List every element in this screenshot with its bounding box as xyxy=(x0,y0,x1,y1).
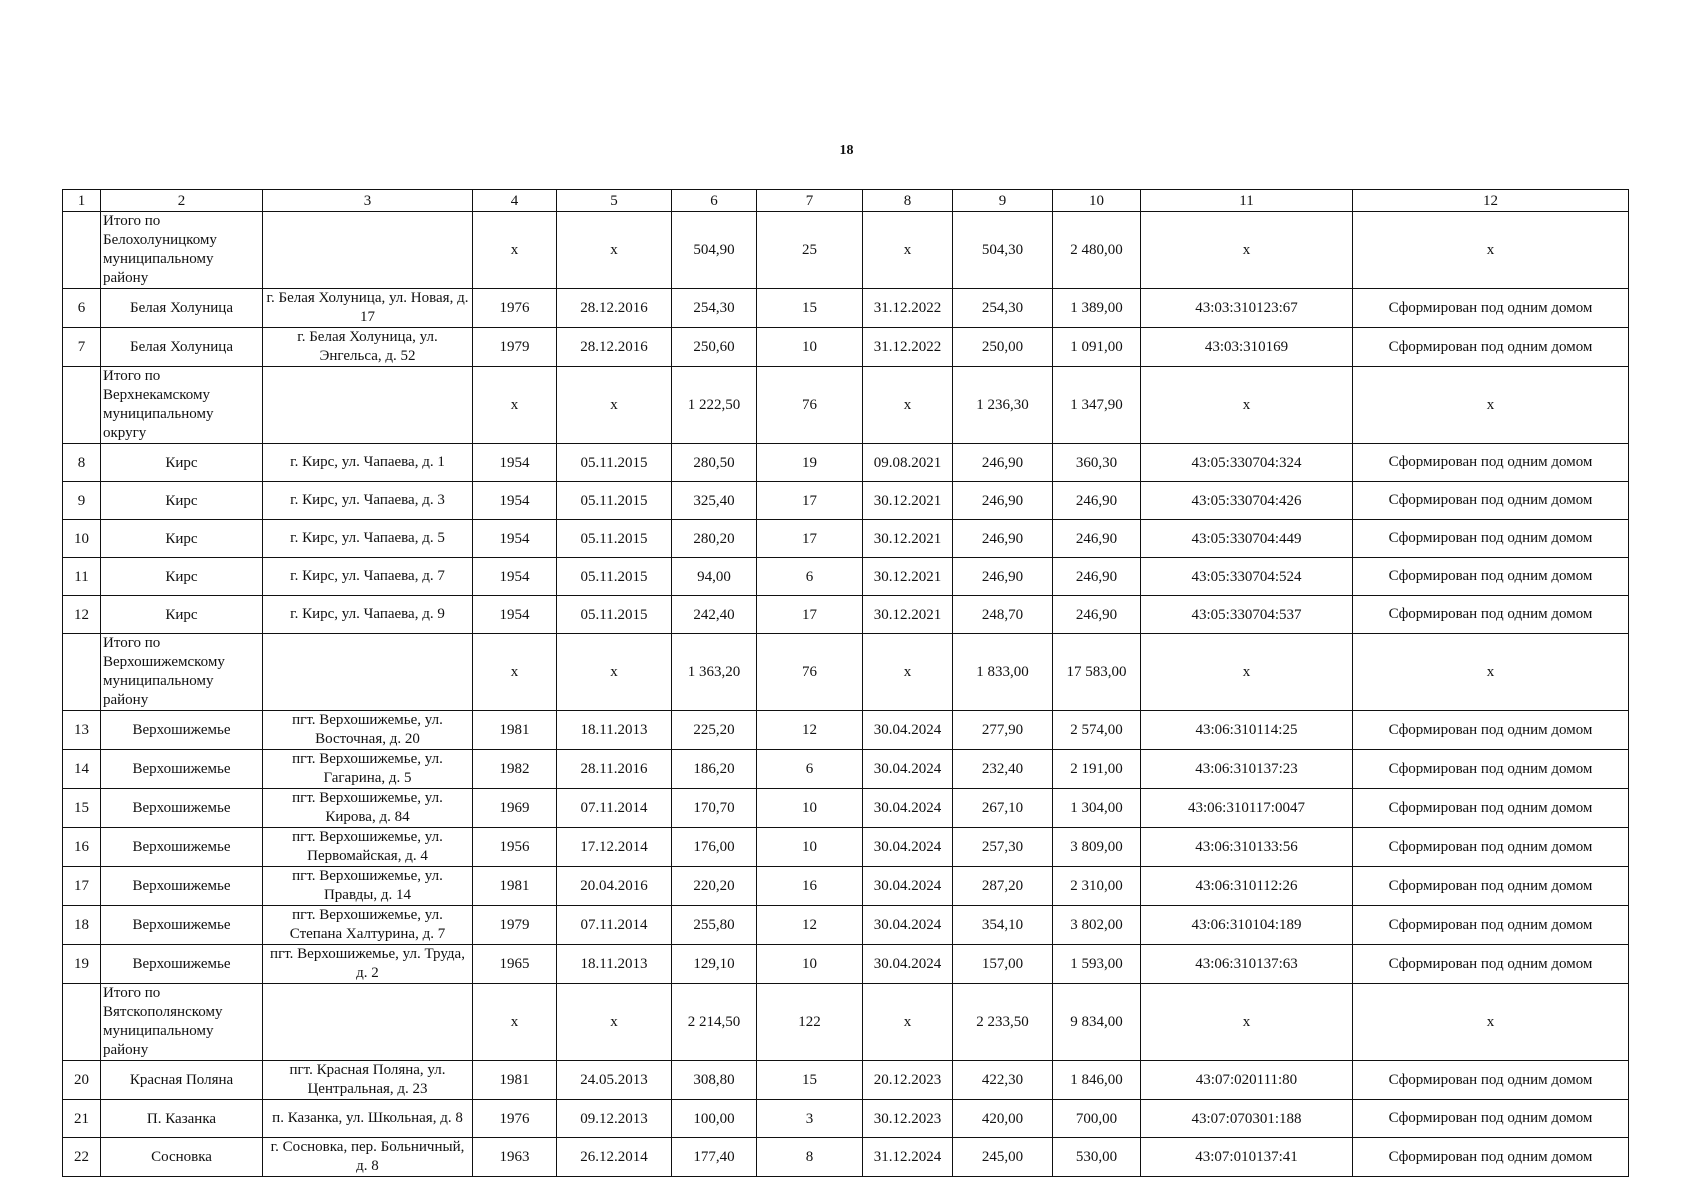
land-status-cell: х xyxy=(1353,212,1629,289)
area-cell: 245,00 xyxy=(953,1138,1053,1177)
residents-count-cell: 76 xyxy=(757,367,863,444)
area-cell: 504,90 xyxy=(672,212,757,289)
area-cell: 100,00 xyxy=(672,1100,757,1138)
date-cell: 07.11.2014 xyxy=(557,789,672,828)
area-cell: 1 236,30 xyxy=(953,367,1053,444)
column-number: 3 xyxy=(263,190,473,212)
year-built-cell: 1954 xyxy=(473,444,557,482)
column-number: 6 xyxy=(672,190,757,212)
subtotal-label: Итого по Верхнекамскому муниципальному округу xyxy=(101,367,263,444)
table-row xyxy=(63,596,1629,634)
land-status-cell: Сформирован под одним домом xyxy=(1353,711,1629,750)
year-built-cell: х xyxy=(473,212,557,289)
subtotal-row xyxy=(63,634,1629,711)
column-number: 11 xyxy=(1141,190,1353,212)
land-status-cell: Сформирован под одним домом xyxy=(1353,1138,1629,1177)
deadline-cell: 31.12.2022 xyxy=(863,289,953,328)
column-number: 8 xyxy=(863,190,953,212)
subtotal-label: Итого по Белохолуницкому муниципальному району xyxy=(101,212,263,289)
subtotal-row xyxy=(63,984,1629,1061)
area-cell: 2 214,50 xyxy=(672,984,757,1061)
cost-cell: 9 834,00 xyxy=(1053,984,1141,1061)
cadastral-number-cell: х xyxy=(1141,984,1353,1061)
deadline-cell: 31.12.2024 xyxy=(863,1138,953,1177)
land-status-cell: Сформирован под одним домом xyxy=(1353,596,1629,634)
cost-cell: 2 310,00 xyxy=(1053,867,1141,906)
cost-cell: 1 091,00 xyxy=(1053,328,1141,367)
address-cell xyxy=(263,984,473,1061)
cadastral-number-cell: 43:05:330704:449 xyxy=(1141,520,1353,558)
settlement-cell: Верхошижемье xyxy=(101,867,263,906)
column-number: 5 xyxy=(557,190,672,212)
year-built-cell: 1979 xyxy=(473,906,557,945)
address-cell xyxy=(263,634,473,711)
column-number: 10 xyxy=(1053,190,1141,212)
residents-count-cell: 10 xyxy=(757,328,863,367)
table-row xyxy=(63,444,1629,482)
area-cell: 287,20 xyxy=(953,867,1053,906)
area-cell: 257,30 xyxy=(953,828,1053,867)
area-cell: 176,00 xyxy=(672,828,757,867)
year-built-cell: х xyxy=(473,634,557,711)
table-row xyxy=(63,1138,1629,1177)
cost-cell: 360,30 xyxy=(1053,444,1141,482)
deadline-cell: 30.12.2021 xyxy=(863,482,953,520)
cost-cell: 1 347,90 xyxy=(1053,367,1141,444)
area-cell: 422,30 xyxy=(953,1061,1053,1100)
residents-count-cell: 17 xyxy=(757,520,863,558)
area-cell: 129,10 xyxy=(672,945,757,984)
cadastral-number-cell: х xyxy=(1141,212,1353,289)
residents-count-cell: 10 xyxy=(757,945,863,984)
address-cell: пгт. Верхошижемье, ул. Правды, д. 14 xyxy=(263,867,473,906)
year-built-cell: 1969 xyxy=(473,789,557,828)
area-cell: 248,70 xyxy=(953,596,1053,634)
year-built-cell: 1965 xyxy=(473,945,557,984)
area-cell: 254,30 xyxy=(953,289,1053,328)
table-row xyxy=(63,867,1629,906)
area-cell: 94,00 xyxy=(672,558,757,596)
row-number-cell: 6 xyxy=(63,289,101,328)
area-cell: 242,40 xyxy=(672,596,757,634)
deadline-cell: х xyxy=(863,984,953,1061)
row-number-cell xyxy=(63,984,101,1061)
row-number-cell: 14 xyxy=(63,750,101,789)
subtotal-label: Итого по Верхошижемскому муниципальному району xyxy=(101,634,263,711)
date-cell: 05.11.2015 xyxy=(557,482,672,520)
cost-cell: 17 583,00 xyxy=(1053,634,1141,711)
column-number: 7 xyxy=(757,190,863,212)
row-number-cell: 12 xyxy=(63,596,101,634)
residents-count-cell: 17 xyxy=(757,596,863,634)
cost-cell: 246,90 xyxy=(1053,520,1141,558)
area-cell: 157,00 xyxy=(953,945,1053,984)
area-cell: 250,00 xyxy=(953,328,1053,367)
land-status-cell: х xyxy=(1353,984,1629,1061)
residents-count-cell: 122 xyxy=(757,984,863,1061)
date-cell: 18.11.2013 xyxy=(557,945,672,984)
land-status-cell: х xyxy=(1353,367,1629,444)
deadline-cell: 30.04.2024 xyxy=(863,867,953,906)
settlement-cell: Сосновка xyxy=(101,1138,263,1177)
cadastral-number-cell: 43:06:310104:189 xyxy=(1141,906,1353,945)
date-cell: 07.11.2014 xyxy=(557,906,672,945)
deadline-cell: 09.08.2021 xyxy=(863,444,953,482)
settlement-cell: Верхошижемье xyxy=(101,789,263,828)
area-cell: 246,90 xyxy=(953,558,1053,596)
deadline-cell: 30.12.2023 xyxy=(863,1100,953,1138)
page-number: 18 xyxy=(839,143,854,158)
deadline-cell: 30.12.2021 xyxy=(863,558,953,596)
table-row xyxy=(63,828,1629,867)
deadline-cell: 30.04.2024 xyxy=(863,906,953,945)
land-status-cell: Сформирован под одним домом xyxy=(1353,828,1629,867)
column-number: 1 xyxy=(63,190,101,212)
deadline-cell: 30.04.2024 xyxy=(863,828,953,867)
row-number-cell: 19 xyxy=(63,945,101,984)
address-cell: г. Кирс, ул. Чапаева, д. 5 xyxy=(263,520,473,558)
row-number-cell xyxy=(63,367,101,444)
area-cell: 220,20 xyxy=(672,867,757,906)
address-cell: г. Белая Холуница, ул. Новая, д. 17 xyxy=(263,289,473,328)
address-cell: пгт. Верхошижемье, ул. Кирова, д. 84 xyxy=(263,789,473,828)
deadline-cell: х xyxy=(863,367,953,444)
address-cell: пгт. Красная Поляна, ул. Центральная, д. 23 xyxy=(263,1061,473,1100)
land-status-cell: Сформирован под одним домом xyxy=(1353,1100,1629,1138)
deadline-cell: 20.12.2023 xyxy=(863,1061,953,1100)
year-built-cell: 1981 xyxy=(473,867,557,906)
area-cell: 186,20 xyxy=(672,750,757,789)
area-cell: 246,90 xyxy=(953,520,1053,558)
settlement-cell: Верхошижемье xyxy=(101,906,263,945)
land-status-cell: Сформирован под одним домом xyxy=(1353,328,1629,367)
subtotal-row xyxy=(63,212,1629,289)
cost-cell: 246,90 xyxy=(1053,558,1141,596)
settlement-cell: Кирс xyxy=(101,596,263,634)
address-cell: пгт. Верхошижемье, ул. Восточная, д. 20 xyxy=(263,711,473,750)
cadastral-number-cell: 43:05:330704:426 xyxy=(1141,482,1353,520)
area-cell: 504,30 xyxy=(953,212,1053,289)
date-cell: х xyxy=(557,984,672,1061)
settlement-cell: П. Казанка xyxy=(101,1100,263,1138)
table-row xyxy=(63,328,1629,367)
area-cell: 308,80 xyxy=(672,1061,757,1100)
date-cell: 05.11.2015 xyxy=(557,444,672,482)
year-built-cell: х xyxy=(473,984,557,1061)
deadline-cell: 30.04.2024 xyxy=(863,789,953,828)
cost-cell: 2 480,00 xyxy=(1053,212,1141,289)
table-row xyxy=(63,750,1629,789)
cadastral-number-cell: 43:06:310137:63 xyxy=(1141,945,1353,984)
date-cell: 26.12.2014 xyxy=(557,1138,672,1177)
settlement-cell: Верхошижемье xyxy=(101,945,263,984)
settlement-cell: Верхошижемье xyxy=(101,750,263,789)
cadastral-number-cell: 43:06:310117:0047 xyxy=(1141,789,1353,828)
table-row xyxy=(63,945,1629,984)
address-cell: г. Кирс, ул. Чапаева, д. 3 xyxy=(263,482,473,520)
settlement-cell: Красная Поляна xyxy=(101,1061,263,1100)
year-built-cell: 1954 xyxy=(473,558,557,596)
cadastral-number-cell: 43:06:310114:25 xyxy=(1141,711,1353,750)
deadline-cell: 31.12.2022 xyxy=(863,328,953,367)
residents-count-cell: 12 xyxy=(757,906,863,945)
address-cell: г. Сосновка, пер. Больничный, д. 8 xyxy=(263,1138,473,1177)
settlement-cell: Кирс xyxy=(101,482,263,520)
date-cell: 20.04.2016 xyxy=(557,867,672,906)
land-status-cell: Сформирован под одним домом xyxy=(1353,558,1629,596)
land-status-cell: Сформирован под одним домом xyxy=(1353,444,1629,482)
cost-cell: 1 389,00 xyxy=(1053,289,1141,328)
address-cell: пгт. Верхошижемье, ул. Первомайская, д. 4 xyxy=(263,828,473,867)
land-status-cell: Сформирован под одним домом xyxy=(1353,750,1629,789)
area-cell: 1 222,50 xyxy=(672,367,757,444)
address-cell: п. Казанка, ул. Школьная, д. 8 xyxy=(263,1100,473,1138)
cadastral-number-cell: х xyxy=(1141,367,1353,444)
deadline-cell: 30.04.2024 xyxy=(863,750,953,789)
year-built-cell: 1954 xyxy=(473,482,557,520)
address-cell: г. Кирс, ул. Чапаева, д. 9 xyxy=(263,596,473,634)
residents-count-cell: 15 xyxy=(757,1061,863,1100)
area-cell: 254,30 xyxy=(672,289,757,328)
residents-count-cell: 3 xyxy=(757,1100,863,1138)
residents-count-cell: 8 xyxy=(757,1138,863,1177)
cost-cell: 3 809,00 xyxy=(1053,828,1141,867)
date-cell: 28.11.2016 xyxy=(557,750,672,789)
residents-count-cell: 76 xyxy=(757,634,863,711)
area-cell: 280,50 xyxy=(672,444,757,482)
cost-cell: 1 304,00 xyxy=(1053,789,1141,828)
table-row xyxy=(63,1061,1629,1100)
row-number-cell: 16 xyxy=(63,828,101,867)
table-row xyxy=(63,711,1629,750)
address-cell: г. Белая Холуница, ул. Энгельса, д. 52 xyxy=(263,328,473,367)
residents-count-cell: 12 xyxy=(757,711,863,750)
land-status-cell: Сформирован под одним домом xyxy=(1353,867,1629,906)
date-cell: 05.11.2015 xyxy=(557,596,672,634)
cost-cell: 530,00 xyxy=(1053,1138,1141,1177)
row-number-cell xyxy=(63,634,101,711)
table-row xyxy=(63,1100,1629,1138)
date-cell: 05.11.2015 xyxy=(557,558,672,596)
subtotal-label: Итого по Вятскополянскому муниципальному району xyxy=(101,984,263,1061)
date-cell: 17.12.2014 xyxy=(557,828,672,867)
deadline-cell: 30.04.2024 xyxy=(863,711,953,750)
table-row xyxy=(63,520,1629,558)
year-built-cell: 1981 xyxy=(473,711,557,750)
cadastral-number-cell: 43:05:330704:324 xyxy=(1141,444,1353,482)
housing-table-container xyxy=(62,189,1628,1177)
date-cell: х xyxy=(557,212,672,289)
settlement-cell: Кирс xyxy=(101,558,263,596)
row-number-cell: 11 xyxy=(63,558,101,596)
area-cell: 177,40 xyxy=(672,1138,757,1177)
deadline-cell: 30.12.2021 xyxy=(863,596,953,634)
residents-count-cell: 17 xyxy=(757,482,863,520)
deadline-cell: х xyxy=(863,634,953,711)
area-cell: 280,20 xyxy=(672,520,757,558)
area-cell: 354,10 xyxy=(953,906,1053,945)
row-number-cell: 21 xyxy=(63,1100,101,1138)
land-status-cell: Сформирован под одним домом xyxy=(1353,1061,1629,1100)
cadastral-number-cell: х xyxy=(1141,634,1353,711)
settlement-cell: Кирс xyxy=(101,520,263,558)
date-cell: 24.05.2013 xyxy=(557,1061,672,1100)
cadastral-number-cell: 43:03:310169 xyxy=(1141,328,1353,367)
area-cell: 170,70 xyxy=(672,789,757,828)
land-status-cell: Сформирован под одним домом xyxy=(1353,906,1629,945)
cost-cell: 246,90 xyxy=(1053,596,1141,634)
address-cell: пгт. Верхошижемье, ул. Труда, д. 2 xyxy=(263,945,473,984)
residents-count-cell: 6 xyxy=(757,750,863,789)
column-number: 2 xyxy=(101,190,263,212)
cadastral-number-cell: 43:07:020111:80 xyxy=(1141,1061,1353,1100)
row-number-cell: 13 xyxy=(63,711,101,750)
settlement-cell: Белая Холуница xyxy=(101,328,263,367)
area-cell: 420,00 xyxy=(953,1100,1053,1138)
table-row xyxy=(63,906,1629,945)
settlement-cell: Белая Холуница xyxy=(101,289,263,328)
land-status-cell: Сформирован под одним домом xyxy=(1353,520,1629,558)
year-built-cell: 1981 xyxy=(473,1061,557,1100)
date-cell: 05.11.2015 xyxy=(557,520,672,558)
date-cell: х xyxy=(557,634,672,711)
area-cell: 232,40 xyxy=(953,750,1053,789)
subtotal-row xyxy=(63,367,1629,444)
housing-table xyxy=(62,189,1629,1177)
cost-cell: 1 846,00 xyxy=(1053,1061,1141,1100)
table-row xyxy=(63,482,1629,520)
area-cell: 277,90 xyxy=(953,711,1053,750)
address-cell xyxy=(263,367,473,444)
land-status-cell: Сформирован под одним домом xyxy=(1353,945,1629,984)
deadline-cell: 30.04.2024 xyxy=(863,945,953,984)
date-cell: х xyxy=(557,367,672,444)
land-status-cell: Сформирован под одним домом xyxy=(1353,289,1629,328)
address-cell: г. Кирс, ул. Чапаева, д. 7 xyxy=(263,558,473,596)
cadastral-number-cell: 43:07:070301:188 xyxy=(1141,1100,1353,1138)
settlement-cell: Верхошижемье xyxy=(101,828,263,867)
residents-count-cell: 10 xyxy=(757,828,863,867)
area-cell: 255,80 xyxy=(672,906,757,945)
cadastral-number-cell: 43:03:310123:67 xyxy=(1141,289,1353,328)
cost-cell: 3 802,00 xyxy=(1053,906,1141,945)
deadline-cell: х xyxy=(863,212,953,289)
date-cell: 09.12.2013 xyxy=(557,1100,672,1138)
column-number-row xyxy=(63,190,1629,212)
area-cell: 225,20 xyxy=(672,711,757,750)
cadastral-number-cell: 43:07:010137:41 xyxy=(1141,1138,1353,1177)
table-body xyxy=(63,190,1629,1177)
cadastral-number-cell: 43:06:310112:26 xyxy=(1141,867,1353,906)
area-cell: 325,40 xyxy=(672,482,757,520)
cadastral-number-cell: 43:05:330704:524 xyxy=(1141,558,1353,596)
row-number-cell: 18 xyxy=(63,906,101,945)
residents-count-cell: 16 xyxy=(757,867,863,906)
area-cell: 246,90 xyxy=(953,482,1053,520)
cost-cell: 2 574,00 xyxy=(1053,711,1141,750)
area-cell: 250,60 xyxy=(672,328,757,367)
date-cell: 28.12.2016 xyxy=(557,328,672,367)
year-built-cell: х xyxy=(473,367,557,444)
year-built-cell: 1956 xyxy=(473,828,557,867)
year-built-cell: 1976 xyxy=(473,1100,557,1138)
row-number-cell: 17 xyxy=(63,867,101,906)
land-status-cell: Сформирован под одним домом xyxy=(1353,482,1629,520)
row-number-cell: 9 xyxy=(63,482,101,520)
cost-cell: 2 191,00 xyxy=(1053,750,1141,789)
column-number: 4 xyxy=(473,190,557,212)
land-status-cell: Сформирован под одним домом xyxy=(1353,789,1629,828)
date-cell: 18.11.2013 xyxy=(557,711,672,750)
residents-count-cell: 10 xyxy=(757,789,863,828)
row-number-cell xyxy=(63,212,101,289)
area-cell: 267,10 xyxy=(953,789,1053,828)
land-status-cell: х xyxy=(1353,634,1629,711)
area-cell: 1 363,20 xyxy=(672,634,757,711)
cost-cell: 700,00 xyxy=(1053,1100,1141,1138)
address-cell: пгт. Верхошижемье, ул. Степана Халтурина, д. 7 xyxy=(263,906,473,945)
row-number-cell: 15 xyxy=(63,789,101,828)
year-built-cell: 1954 xyxy=(473,520,557,558)
table-row xyxy=(63,289,1629,328)
row-number-cell: 20 xyxy=(63,1061,101,1100)
address-cell: г. Кирс, ул. Чапаева, д. 1 xyxy=(263,444,473,482)
cost-cell: 246,90 xyxy=(1053,482,1141,520)
year-built-cell: 1979 xyxy=(473,328,557,367)
date-cell: 28.12.2016 xyxy=(557,289,672,328)
row-number-cell: 22 xyxy=(63,1138,101,1177)
residents-count-cell: 19 xyxy=(757,444,863,482)
deadline-cell: 30.12.2021 xyxy=(863,520,953,558)
column-number: 9 xyxy=(953,190,1053,212)
row-number-cell: 8 xyxy=(63,444,101,482)
address-cell: пгт. Верхошижемье, ул. Гагарина, д. 5 xyxy=(263,750,473,789)
area-cell: 246,90 xyxy=(953,444,1053,482)
residents-count-cell: 15 xyxy=(757,289,863,328)
cost-cell: 1 593,00 xyxy=(1053,945,1141,984)
table-row xyxy=(63,789,1629,828)
settlement-cell: Кирс xyxy=(101,444,263,482)
settlement-cell: Верхошижемье xyxy=(101,711,263,750)
address-cell xyxy=(263,212,473,289)
year-built-cell: 1982 xyxy=(473,750,557,789)
area-cell: 1 833,00 xyxy=(953,634,1053,711)
year-built-cell: 1963 xyxy=(473,1138,557,1177)
residents-count-cell: 6 xyxy=(757,558,863,596)
cadastral-number-cell: 43:06:310133:56 xyxy=(1141,828,1353,867)
residents-count-cell: 25 xyxy=(757,212,863,289)
year-built-cell: 1954 xyxy=(473,596,557,634)
column-number: 12 xyxy=(1353,190,1629,212)
row-number-cell: 10 xyxy=(63,520,101,558)
table-row xyxy=(63,558,1629,596)
area-cell: 2 233,50 xyxy=(953,984,1053,1061)
year-built-cell: 1976 xyxy=(473,289,557,328)
cadastral-number-cell: 43:06:310137:23 xyxy=(1141,750,1353,789)
cadastral-number-cell: 43:05:330704:537 xyxy=(1141,596,1353,634)
row-number-cell: 7 xyxy=(63,328,101,367)
